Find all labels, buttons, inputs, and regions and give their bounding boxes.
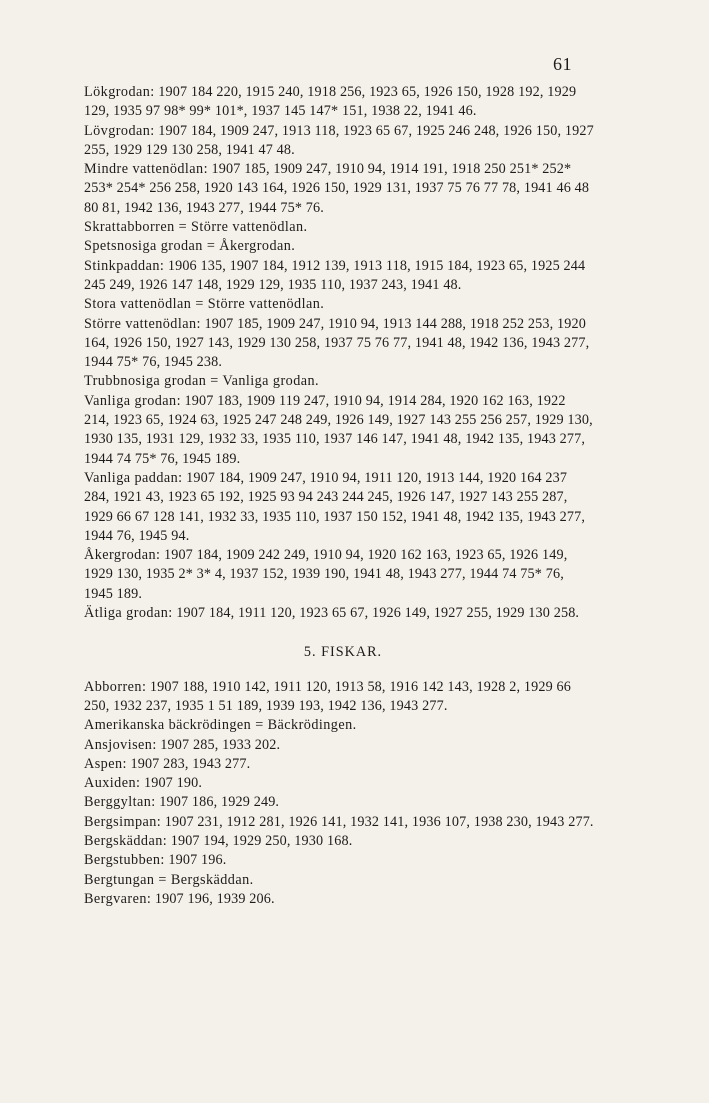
entry-term: Ätliga grodan:	[84, 605, 173, 622]
index-entry	[84, 813, 594, 832]
entry-references: 1907 184, 1909 247, 1913 118, 1923 65 67, 1925 246 248, 1926 150, 1927 255, 1929 129 130 258, 1941 47 48.	[84, 122, 594, 158]
page-number: 61	[553, 54, 572, 74]
entry-references: 1907 231, 1912 281, 1926 141, 1932 141, 1936 107, 1938 230, 1943 277.	[164, 813, 594, 830]
entry-term: Spetsnosiga grodan = Åkergrodan.	[84, 238, 296, 255]
index-entry	[84, 871, 594, 890]
entry-term: Bergskäddan:	[84, 832, 168, 849]
amphibian-entries	[84, 83, 594, 623]
index-entry	[84, 736, 594, 755]
entry-term: Åkergrodan:	[84, 547, 161, 564]
index-entry	[84, 832, 594, 851]
entry-term: Trubbnosiga grodan = Vanliga grodan.	[84, 373, 320, 390]
entry-term: Bergsimpan:	[84, 813, 162, 830]
entry-term: Bergvaren:	[84, 890, 152, 907]
entry-term: Ansjovisen:	[84, 736, 157, 753]
entry-term: Stinkpaddan:	[84, 257, 165, 274]
entry-term: Vanliga paddan:	[84, 469, 183, 486]
entry-term: Stora vattenödlan = Större vattenödlan.	[84, 296, 325, 313]
fish-entries	[84, 678, 594, 910]
entry-references: 1907 184, 1909 247, 1910 94, 1911 120, 1913 144, 1920 164 237 284, 1921 43, 1923 65 192, 1925 93 94 243 244 245, 1926 147, 1927 143 255 287, 1929 66 67 128 141, 1932 33, 1935 110, 1937 150 152, 1941 48, 1942 135, 1943 277, 1944 76, 1945 94.	[84, 469, 586, 544]
entry-references: 1907 194, 1929 250, 1930 168.	[170, 832, 353, 849]
index-entry	[84, 793, 594, 812]
index-entry	[84, 122, 594, 161]
entry-references: 1906 135, 1907 184, 1912 139, 1913 118, 1915 184, 1923 65, 1925 244 245 249, 1926 147 148, 1929 129, 1935 110, 1937 243, 1941 48.	[84, 257, 586, 293]
entry-term: Lökgrodan:	[84, 84, 155, 100]
species-index	[84, 83, 594, 909]
index-entry	[84, 83, 594, 122]
entry-references: 1907 186, 1929 249.	[159, 794, 280, 811]
entry-references: 1907 184 220, 1915 240, 1918 256, 1923 65, 1926 150, 1928 192, 1929 129, 1935 97 98* 99* 101*, 1937 145 147* 151, 1938 22, 1941 46.	[84, 84, 577, 120]
index-entry	[84, 315, 594, 373]
entry-references: 1907 188, 1910 142, 1911 120, 1913 58, 1916 142 143, 1928 2, 1929 66 250, 1932 237, 1935 1 51 189, 1939 193, 1942 136, 1943 277.	[84, 678, 572, 714]
index-entry	[84, 755, 594, 774]
entry-term: Skrattabborren = Större vattenödlan.	[84, 219, 308, 236]
entry-references: 1907 183, 1909 119 247, 1910 94, 1914 284, 1920 162 163, 1922 214, 1923 65, 1924 63, 1925 247 248 249, 1926 149, 1927 143 255 256 257, 1929 130, 1930 135, 1931 129, 1932 33, 1935 110, 1937 146 147, 1941 48, 1942 135, 1943 277, 1944 74 75* 76, 1945 189.	[84, 392, 593, 467]
index-entry	[84, 392, 594, 469]
entry-term: Bergstubben:	[84, 852, 165, 869]
index-entry	[84, 295, 594, 314]
entry-term: Aspen:	[84, 755, 127, 772]
index-entry	[84, 774, 594, 793]
entry-references: 1907 285, 1933 202.	[160, 736, 281, 753]
index-entry	[84, 678, 594, 717]
entry-term: Berggyltan:	[84, 794, 156, 811]
entry-references: 1907 184, 1911 120, 1923 65 67, 1926 149, 1927 255, 1929 130 258.	[176, 605, 580, 622]
index-entry	[84, 546, 594, 604]
entry-term: Abborren:	[84, 678, 147, 695]
entry-references: 1907 190.	[143, 775, 203, 792]
entry-term: Större vattenödlan:	[84, 315, 201, 332]
entry-term: Amerikanska bäckrödingen = Bäckrödingen.	[84, 717, 357, 734]
section-heading: 5. FISKAR.	[303, 644, 383, 661]
index-entry	[84, 890, 594, 909]
entry-term: Vanliga grodan:	[84, 392, 181, 409]
entry-references: 1907 196.	[168, 852, 227, 869]
index-entry	[84, 604, 594, 623]
entry-references: 1907 283, 1943 277.	[130, 755, 251, 772]
index-entry	[84, 257, 594, 296]
entry-term: Lövgrodan:	[84, 122, 155, 139]
index-entry	[84, 218, 594, 237]
entry-term: Bergtungan = Bergskäddan.	[84, 871, 254, 888]
entry-references: 1907 185, 1909 247, 1910 94, 1914 191, 1918 250 251* 252* 253* 254* 256 258, 1920 143 164, 1926 150, 1929 131, 1937 75 76 77 78, 1941 46 48 80 81, 1942 136, 1943 277, 1944 75* 76.	[84, 161, 590, 216]
index-entry	[84, 372, 594, 391]
entry-term: Auxiden:	[84, 775, 141, 792]
index-entry	[84, 851, 594, 870]
index-entry	[84, 469, 594, 546]
entry-references: 1907 184, 1909 242 249, 1910 94, 1920 162 163, 1923 65, 1926 149, 1929 130, 1935 2* 3* 4, 1937 152, 1939 190, 1941 48, 1943 277, 1944 74 75* 76, 1945 189.	[84, 547, 568, 602]
index-entry	[84, 716, 594, 735]
entry-references: 1907 196, 1939 206.	[154, 890, 275, 907]
entry-references: 1907 185, 1909 247, 1910 94, 1913 144 288, 1918 252 253, 1920 164, 1926 150, 1927 143, 1929 130 258, 1937 75 76 77, 1941 48, 1942 136, 1943 277, 1944 75* 76, 1945 238.	[84, 315, 590, 371]
index-entry	[84, 237, 594, 256]
entry-term: Mindre vattenödlan:	[84, 161, 208, 178]
index-entry	[84, 160, 594, 218]
